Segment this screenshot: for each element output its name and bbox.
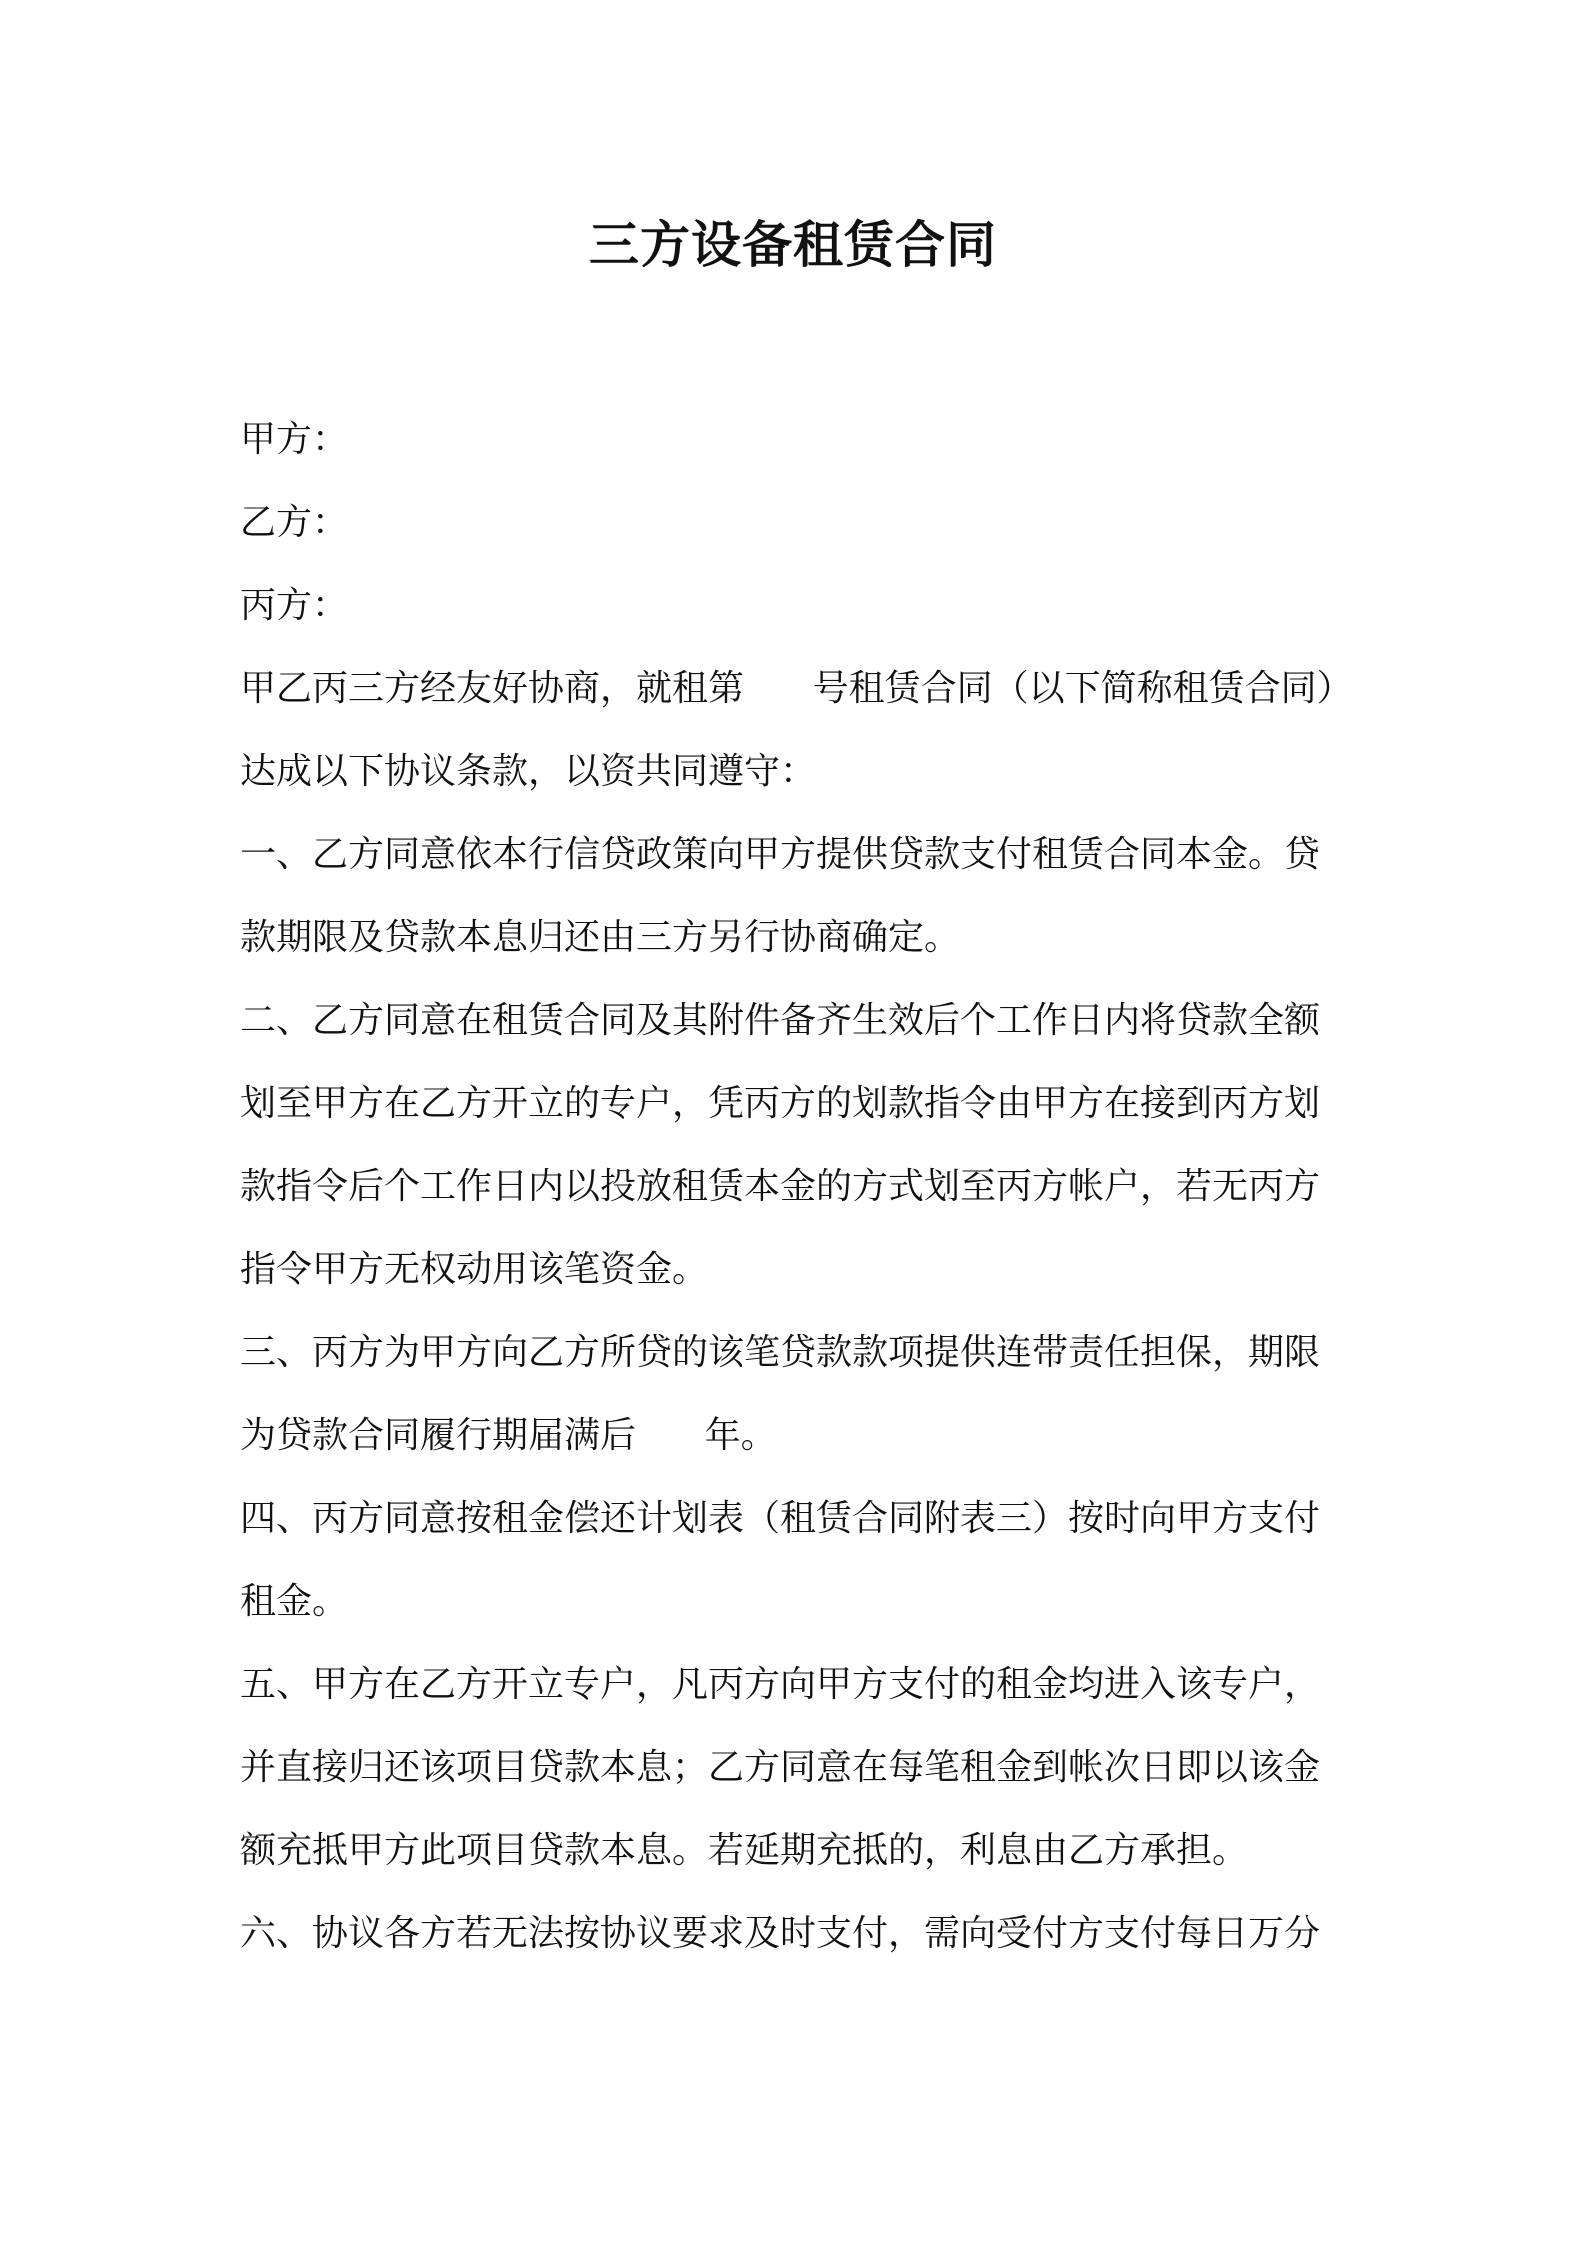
clause-2-line: 划至甲方在乙方开立的专户，凭丙方的划款指令由甲方在接到丙方划 — [240, 1083, 1321, 1124]
clause-5-line: 并直接归还该项目贷款本息；乙方同意在每笔租金到帐次日即以该金 — [240, 1747, 1321, 1788]
clause-1-line: 一、乙方同意依本行信贷政策向甲方提供贷款支付租赁合同本金。贷 — [240, 834, 1321, 875]
clause-3-line: 为贷款合同履行期届满后 年。 — [240, 1415, 777, 1456]
clause-4-line: 四、丙方同意按租金偿还计划表（租赁合同附表三）按时向甲方支付 — [240, 1498, 1321, 1539]
clause-2-line: 款指令后个工作日内以投放租赁本金的方式划至丙方帐户，若无丙方 — [240, 1166, 1321, 1207]
party-b-line: 乙方： — [240, 502, 349, 543]
document-title: 三方设备租赁合同 — [589, 216, 997, 274]
party-a-line: 甲方： — [240, 419, 349, 460]
clause-5-line: 五、甲方在乙方开立专户，凡丙方向甲方支付的租金均进入该专户， — [240, 1664, 1321, 1705]
clause-1-line: 款期限及贷款本息归还由三方另行协商确定。 — [240, 917, 961, 958]
clause-6-line: 六、协议各方若无法按协议要求及时支付，需向受付方支付每日万分 — [240, 1913, 1321, 1954]
clause-5-line: 额充抵甲方此项目贷款本息。若延期充抵的，利息由乙方承担。 — [240, 1830, 1249, 1871]
clause-2-line: 二、乙方同意在租赁合同及其附件备齐生效后个工作日内将贷款全额 — [240, 1000, 1321, 1041]
paragraph-line: 达成以下协议条款，以资共同遵守： — [240, 751, 817, 792]
party-c-line: 丙方： — [240, 585, 349, 626]
clause-4-line: 租金。 — [240, 1581, 349, 1622]
clause-3-line: 三、丙方为甲方向乙方所贷的该笔贷款款项提供连带责任担保，期限 — [240, 1332, 1321, 1373]
clause-2-line: 指令甲方无权动用该笔资金。 — [240, 1249, 709, 1290]
paragraph-line: 甲乙丙三方经友好协商，就租第 号租赁合同（以下简称租赁合同） — [240, 668, 1353, 709]
document-body — [240, 398, 1360, 1975]
